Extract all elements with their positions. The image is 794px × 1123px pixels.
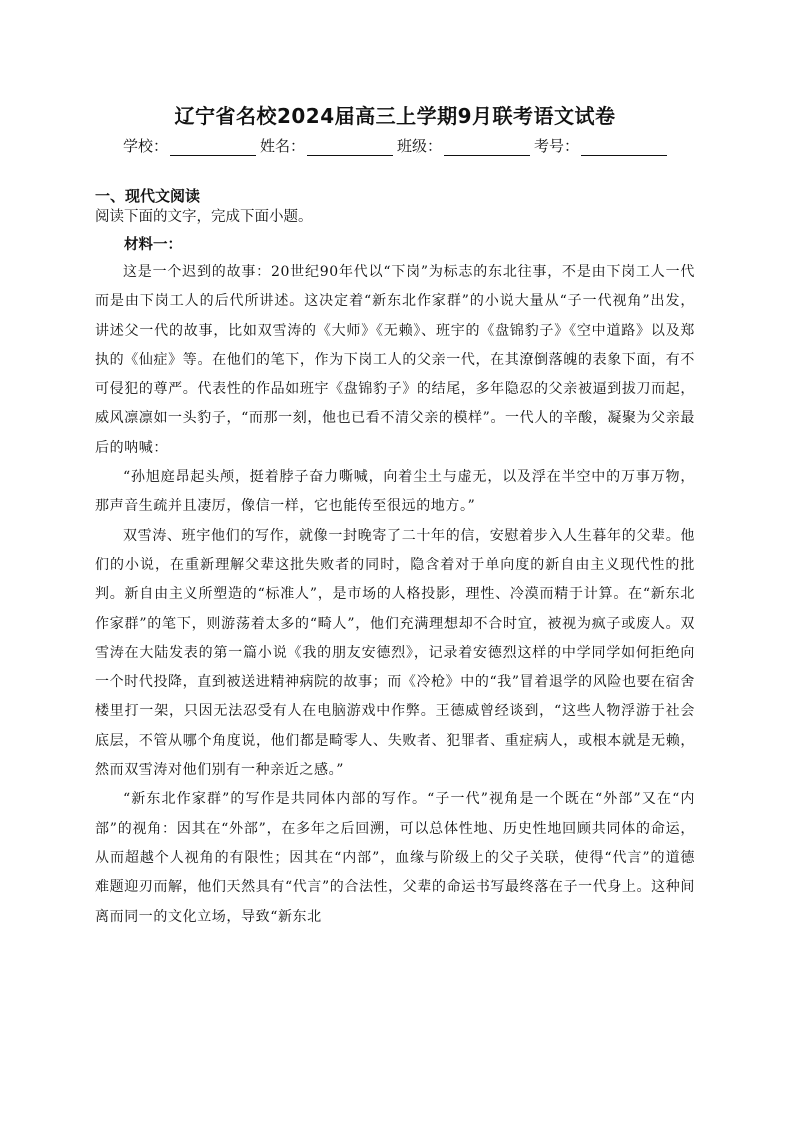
paragraph: “新东北作家群”的写作是共同体内部的写作。“子一代”视角是一个既在“外部”又在“内部”的视角：因其在“外部”，在多年之后回溯，可以总体性地、历史性地回顾共同体的命运，从而超越个人视角的有限性；因其在“内部”，血缘与阶级上的父子关联，使得“代言”的道德难题迎刃而解，他们天然具有“代言”的合法性，父辈的命运书写最终落在子一代身上。这种间离而同一的文化立场，导致“新东北 (95, 791, 695, 925)
exam-title: 辽宁省名校2024届高三上学期9月联考语文试卷 (174, 104, 616, 128)
class-blank[interactable] (444, 139, 530, 156)
paragraph: 双雪涛、班宇他们的写作，就像一封晚寄了二十年的信，安慰着步入人生暮年的父辈。他们的小说，在重新理解父辈这批失败者的同时，隐含着对于单向度的新自由主义现代性的批判。新自由主义所塑造的“标准人”，是市场的人格投影，理性、冷漠而精于计算。在“新东北作家群”的笔下，则游荡着太多的“畸人”，他们充满理想却不合时宜，被视为疯子或废人。双雪涛在大陆发表的第一篇小说《我的朋友安德烈》，记录着安德烈这样的中学同学如何拒绝向一个时代投降，直到被送进精神病院的故事；而《冷枪》中的“我”冒着退学的风险也要在宿舍楼里打一架，只因无法忍受有人在电脑游戏中作弊。王德威曾经谈到，“这些人物浮游于社会底层，不管从哪个角度说，他们都是畸零人、失败者、犯罪者、重症病人，或根本就是无赖，然而双雪涛对他们别有一种亲近之感。” (95, 527, 695, 779)
paragraph: “孙旭庭昂起头颅，挺着脖子奋力嘶喊，向着尘土与虚无，以及浮在半空中的万事万物，那声音生疏并且凄厉，像信一样，它也能传至很远的地方。” (95, 469, 695, 515)
section-heading: 一、现代文阅读 (95, 187, 201, 205)
exam-number-blank[interactable] (581, 139, 667, 156)
class-label: 班级： (397, 137, 443, 155)
exam-number-field (534, 135, 667, 156)
section-instruction: 阅读下面的文字，完成下面小题。 (95, 209, 313, 225)
school-field (123, 135, 256, 156)
school-label: 学校： (122, 137, 168, 155)
material-label: 材料一： (124, 237, 182, 253)
exam-page (95, 100, 695, 932)
student-info-row (95, 135, 695, 156)
paragraph: 这是一个迟到的故事：20世纪90年代以“下岗”为标志的东北往事，不是由下岗工人一代而是由下岗工人的后代所讲述。这决定着“新东北作家群”的小说大量从“子一代视角”出发，讲述父一代的故事，比如双雪涛的《大师》《无赖》、班宇的《盘锦豹子》《空中道路》以及郑执的《仙症》等。在他们的笔下，作为下岗工人的父亲一代，在其潦倒落魄的表象下面，有不可侵犯的尊严。代表性的作品如班宇《盘锦豹子》的结尾，多年隐忍的父亲被逼到拔刀而起，威风凛凛如一头豹子，“而那一刻，他也已看不清父亲的模样”。一代人的辛酸，凝聚为父亲最后的呐喊： (95, 264, 695, 456)
school-blank[interactable] (170, 139, 256, 156)
name-field (260, 135, 393, 156)
exam-number-label: 考号： (534, 137, 580, 155)
class-field (397, 135, 530, 156)
name-blank[interactable] (307, 139, 393, 156)
name-label: 姓名： (259, 137, 305, 155)
